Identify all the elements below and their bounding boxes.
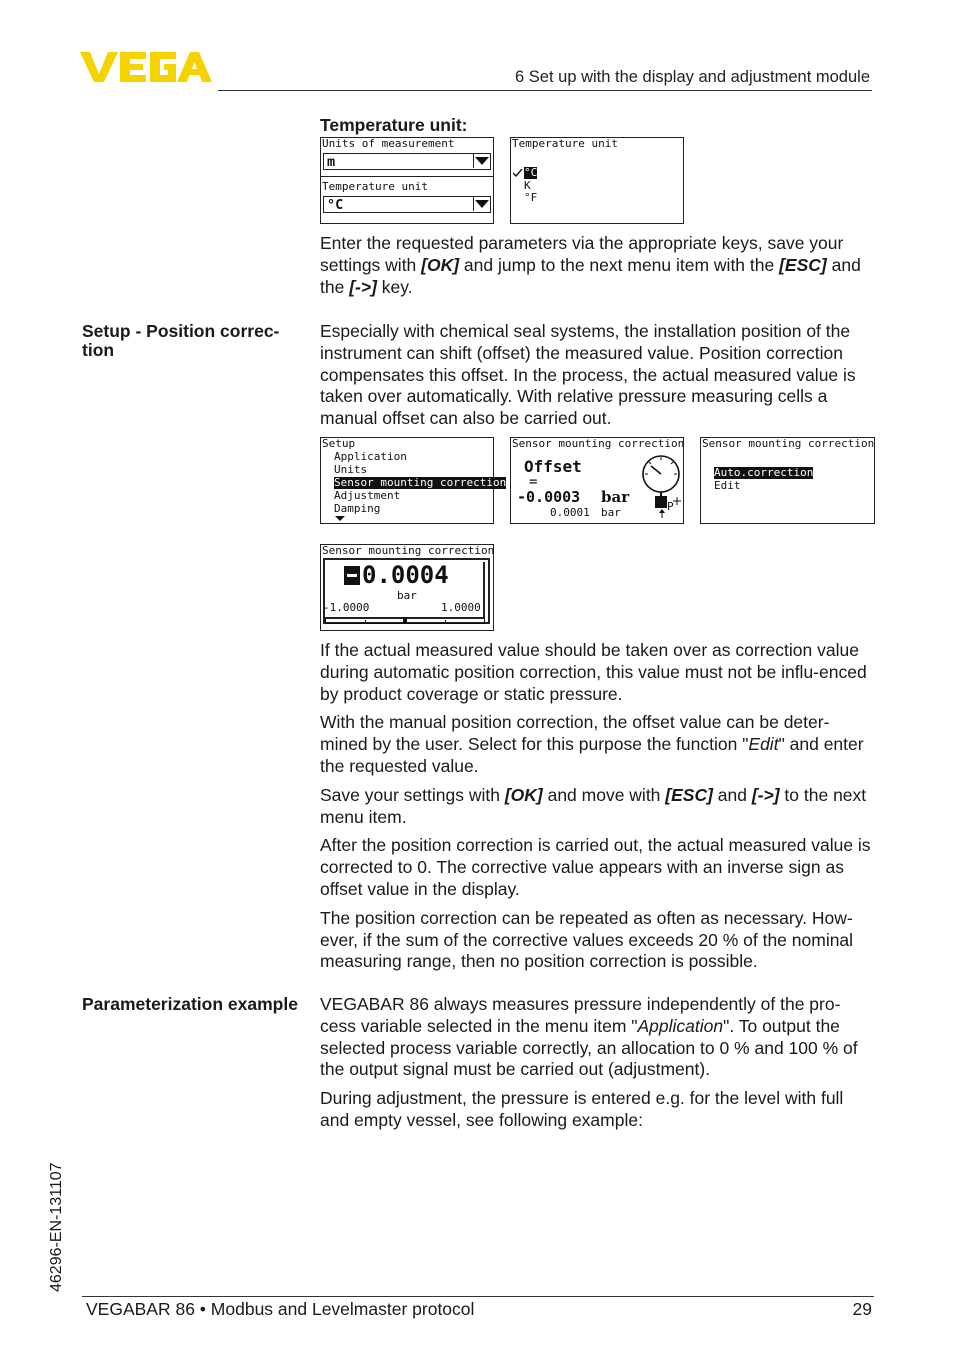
position-correction-intro: Especially with chemical seal systems, the installation position of the instrument can shift (offset) the measured value. Position correction compensates this offset. In the process, the actual measured value is taken over automatically. With relative pressure measuring cells a manual offset can also be carried out. <box>320 321 856 429</box>
units-select[interactable] <box>323 153 491 170</box>
lcd-label: Units of measurement <box>322 137 455 150</box>
units-select-value: m <box>327 154 336 170</box>
paragraph: With the manual position correction, the offset value can be deter-mined by the user. Select for this purpose the function "Edit" and enter the requested value. <box>320 712 864 776</box>
esc-key: [ESC] <box>779 254 827 275</box>
position-correction-details <box>320 640 876 973</box>
auto-correction-option[interactable]: Auto.correction <box>714 466 814 479</box>
menu-item-damping[interactable]: Damping <box>334 502 381 515</box>
paragraph: VEGABAR 86 always measures pressure independently of the pro-cess variable selected in the menu item "Application". To output the selected process variable correctly, an allocation to 0 % and 100 % of the output signal must be carried out (adjustment). <box>320 994 858 1080</box>
equals-sign: = <box>529 474 538 490</box>
page-number: 29 <box>852 1299 872 1319</box>
temperature-unit-select[interactable] <box>323 196 491 213</box>
paragraph: After the position correction is carried out, the actual measured value is corrected to 0. The corrective value appears with an inverse sign as offset value in the display. <box>320 835 871 899</box>
offset-unit: bar <box>601 488 630 506</box>
vega-logo <box>80 50 212 84</box>
paragraph: Save your settings with [OK] and move with [ESC] and [->] to the next menu item. <box>320 784 867 827</box>
offset-value: -0.0003 <box>517 488 581 506</box>
parameterization-example-heading: Parameterization example <box>82 994 298 1014</box>
chevron-down-icon[interactable] <box>473 154 490 168</box>
edit-value[interactable]: 0.0004 <box>362 561 449 589</box>
footer-divider <box>82 1296 874 1297</box>
paragraph: The position correction can be repeated as often as necessary. How-ever, if the sum of the corrective values exceeds 20 % of the nominal measuring range, then no position correction is possible. <box>320 907 854 972</box>
range-min: -1.0000 <box>323 601 370 614</box>
lcd-units-of-measurement <box>320 137 494 224</box>
unit-option-kelvin[interactable]: K <box>524 179 531 192</box>
lcd-title: Setup <box>322 437 356 450</box>
lcd-title: Temperature unit <box>512 137 618 150</box>
paragraph: During adjustment, the pressure is entered e.g. for the level with full and empty vessel, see following example: <box>320 1088 844 1130</box>
lcd-setup-menu <box>320 437 507 524</box>
ok-key: [OK] <box>504 784 543 805</box>
menu-item-application[interactable]: Application <box>334 450 407 463</box>
menu-item-sensor-mounting-correction[interactable]: Sensor mounting correction <box>334 476 507 489</box>
pressure-label: P <box>667 500 674 513</box>
lcd-edit-offset <box>320 544 494 631</box>
lcd-label: Temperature unit <box>322 180 428 193</box>
lcd-temperature-unit <box>510 137 684 224</box>
edit-unit: bar <box>397 589 417 602</box>
temperature-unit-select-value: °C <box>327 197 344 213</box>
temperature-instructions: Enter the requested parameters via the appropriate keys, save your settings with [OK] and jump to the next menu item with the [ESC] and the [->] key. <box>320 233 861 297</box>
lcd-divider <box>321 176 493 177</box>
checkmark-icon <box>513 169 523 177</box>
esc-key: [ESC] <box>665 784 713 805</box>
range-scale <box>325 617 485 624</box>
unit-option-celsius[interactable]: °C <box>524 166 538 179</box>
range-marker <box>403 617 407 624</box>
footer-title: VEGABAR 86 • Modbus and Levelmaster protocol <box>86 1299 475 1319</box>
offset-label: Offset <box>524 457 582 476</box>
menu-item-adjustment[interactable]: Adjustment <box>334 489 401 502</box>
sign-cursor[interactable] <box>344 566 360 585</box>
chapter-header: 6 Set up with the display and adjustment module <box>515 68 870 86</box>
temperature-unit-heading: Temperature unit: <box>320 115 468 135</box>
edit-function-name: Edit <box>748 734 779 755</box>
unit-option-fahrenheit[interactable]: °F <box>524 191 538 204</box>
application-menu-item: Application <box>637 1015 724 1036</box>
arrow-key: [->] <box>751 784 780 805</box>
lcd-title: Sensor mounting correction <box>702 437 875 450</box>
arrow-key: [->] <box>349 276 377 297</box>
parameterization-text <box>320 994 876 1132</box>
document-id: 46296-EN-131107 <box>48 1162 65 1292</box>
lcd-title: Sensor mounting correction <box>512 437 685 450</box>
menu-item-units[interactable]: Units <box>334 463 368 476</box>
offset-step-value: 0.0001 <box>550 506 590 519</box>
paragraph: If the actual measured value should be taken over as correction value during automatic position correction, this value must not be influ-enced by product coverage or static pressure. <box>320 640 867 704</box>
range-max: 1.0000 <box>441 601 481 614</box>
pressure-gauge-icon <box>641 452 683 518</box>
edit-option[interactable]: Edit <box>714 479 741 492</box>
lcd-correction-menu <box>700 437 875 524</box>
ok-key: [OK] <box>421 254 460 275</box>
header-divider <box>218 90 872 91</box>
lcd-offset-display <box>510 437 684 524</box>
position-correction-heading: Setup - Position correc- tion <box>82 321 280 360</box>
scroll-down-icon[interactable] <box>335 516 345 522</box>
offset-step-unit: bar <box>601 506 621 519</box>
chevron-down-icon[interactable] <box>473 197 490 211</box>
lcd-title: Sensor mounting correction <box>322 544 495 557</box>
